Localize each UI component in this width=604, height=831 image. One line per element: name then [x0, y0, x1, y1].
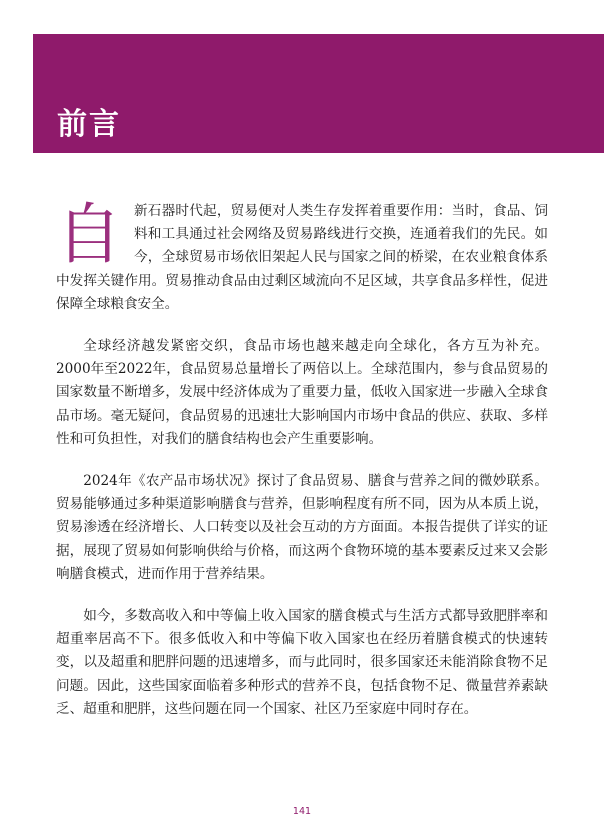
- dropcap: 自: [56, 196, 122, 273]
- paragraph-2: 全球经济越发紧密交织，食品市场也越来越走向全球化，各方互为补充。2000年至2022年，食品贸易总量增长了两倍以上。全球范围内，参与食品贸易的国家数量不断增多，发展中经济体成为了重要力量，低收入国家进一步融入全球食品市场。毫无疑问，食品贸易的迅速壮大影响国内市场中食品的供应、获取、多样性和可负担性，对我们的膳食结构也会产生重要影响。: [56, 338, 548, 447]
- paragraph-4: 如今，多数高收入和中等偏上收入国家的膳食模式与生活方式都导致肥胖率和超重率居高不下。很多低收入和中等偏下收入国家也在经历着膳食模式的快速转变，以及超重和肥胖问题的迅速增多，而与此同时，很多国家还未能消除食物不足问题。因此，这些国家面临着多种形式的营养不良，包括食物不足、微量营养素缺乏、超重和肥胖，这些问题在同一个国家、社区乃至家庭中同时存在。: [56, 608, 548, 717]
- page-title: 前言: [57, 107, 121, 142]
- paragraph-1-text: 新石器时代起，贸易便对人类生存发挥着重要作用：当时，食品、饲料和工具通过社会网络及贸易路线进行交换，连通着我们的先民。如今，全球贸易市场依旧架起人民与国家之间的桥梁，在农业粮食体系中发挥关键作用。贸易推动食品由过剩区域流向不足区域，共享食品多样性，促进保障全球粮食安全。: [56, 203, 548, 312]
- body-text: [56, 196, 548, 721]
- paragraph-3: 2024年《农产品市场状况》探讨了食品贸易、膳食与营养之间的微妙联系。贸易能够通过多种渠道影响膳食与营养，但影响程度有所不同，因为从本质上说，贸易渗透在经济增长、人口转变以及社会互动的方方面面。本报告提供了详实的证据，展现了贸易如何影响供给与价格，而这两个食物环境的基本要素反过来又会影响膳食模式，进而作用于营养结果。: [56, 473, 548, 582]
- page-number: 141: [292, 806, 312, 817]
- title-banner: [33, 34, 604, 153]
- paragraph-1: [56, 196, 548, 316]
